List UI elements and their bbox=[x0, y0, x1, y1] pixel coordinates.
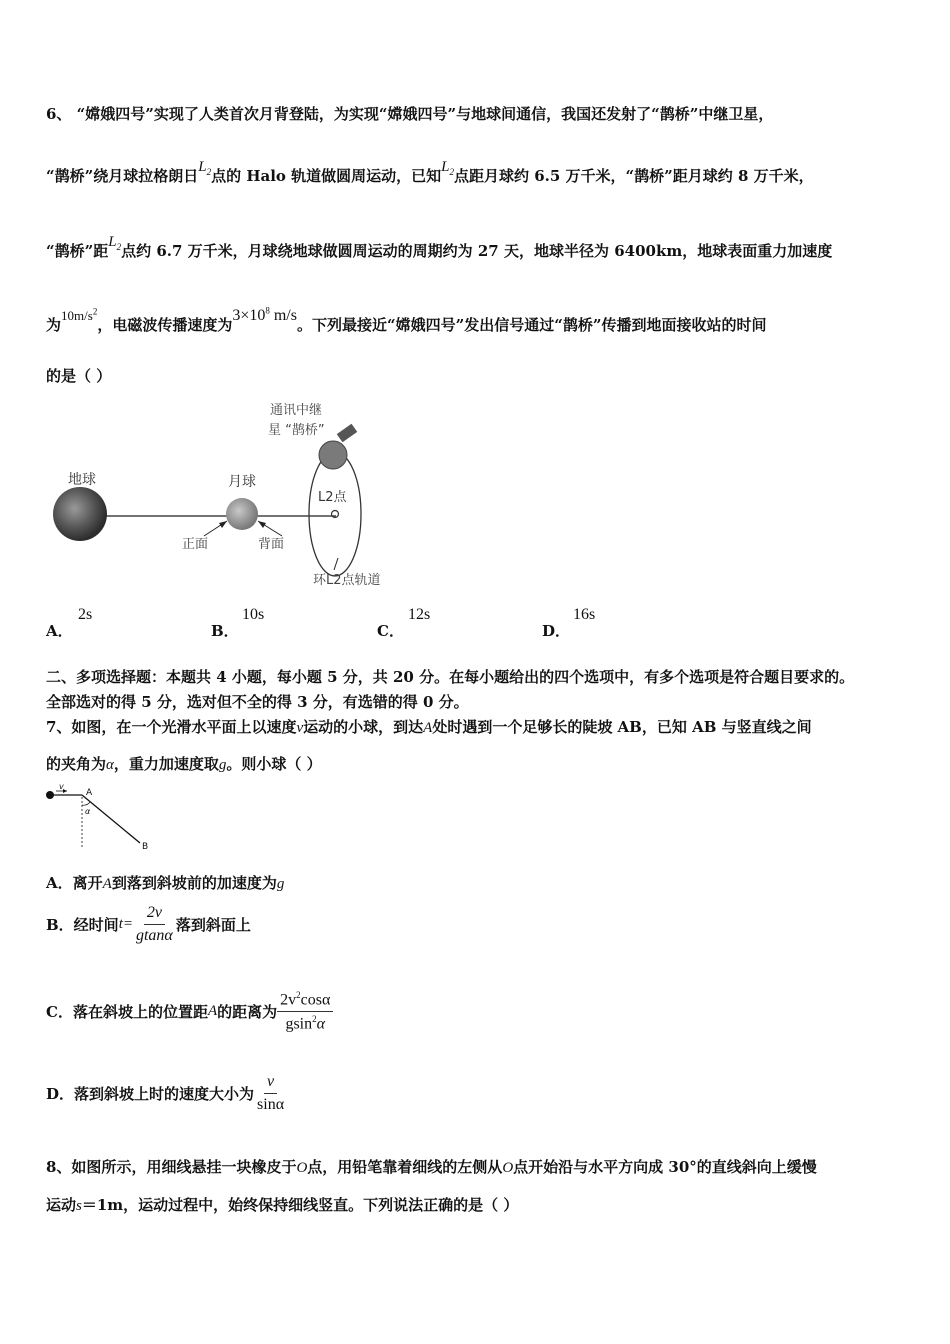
q7-line1: 7、如图，在一个光滑水平面上以速度v运动的小球，到达A处时遇到一个足够长的陡坡 AB，已知 AB 与竖直线之间 bbox=[46, 718, 812, 736]
earth-circle bbox=[53, 487, 107, 541]
svg-text:v: v bbox=[59, 783, 64, 791]
q6-line5: 的是（ ） bbox=[46, 367, 112, 385]
svg-text:B: B bbox=[142, 842, 149, 852]
l2-label: L2点 bbox=[318, 490, 347, 505]
svg-text:A: A bbox=[86, 788, 93, 798]
earth-label: 地球 bbox=[68, 472, 96, 488]
q7-option-a[interactable]: A．离开A到落到斜坡前的加速度为g bbox=[46, 874, 285, 892]
moon-label: 月球 bbox=[228, 474, 256, 490]
moon-circle bbox=[226, 498, 258, 530]
section2-heading-line2: 全部选对的得 5 分，选对但不全的得 3 分，有选错的得 0 分。 bbox=[46, 693, 469, 711]
front-label: 正面 bbox=[182, 537, 209, 552]
back-label: 背面 bbox=[258, 537, 285, 552]
q8-line1: 8、如图所示，用细线悬挂一块橡皮于O点，用铅笔靠着细线的左侧从O点开始沿与水平方向成 30°的直线斜向上缓慢 bbox=[46, 1158, 817, 1176]
section2-heading-line1: 二、多项选择题：本题共 4 小题，每小题 5 分，共 20 分。在每小题给出的四个选项中，有多个选项是符合题目要求的。 bbox=[46, 668, 855, 686]
earth-moon-relay-diagram bbox=[50, 398, 410, 590]
q6-line2: “鹊桥”绕月球拉格朗日$L_2$点的 Halo 轨道做圆周运动，已知$L_2$点距月球约 6.5 万千米，“鹊桥”距月球约 8 万千米， bbox=[46, 159, 814, 185]
q8-line2: 运动s＝1m，运动过程中，始终保持细线竖直。下列说法正确的是（ ） bbox=[46, 1196, 519, 1214]
slope-diagram bbox=[42, 783, 162, 853]
q6-option-c[interactable]: C． 12s bbox=[377, 606, 431, 640]
q6-option-d[interactable]: D． 16s bbox=[542, 606, 596, 640]
q6-option-b[interactable]: B． 10s bbox=[211, 606, 265, 640]
q6-option-a[interactable]: A． 2s bbox=[46, 606, 93, 640]
q7-option-b[interactable]: B．经时间 t= $\frac{2v}{gtan\alpha}$ 落到斜面上 bbox=[46, 904, 251, 944]
slope-ab bbox=[82, 795, 140, 843]
relay-satellite bbox=[319, 441, 347, 469]
relay-label-2: 星 “鹊桥” bbox=[268, 423, 325, 438]
svg-text:α: α bbox=[85, 807, 91, 816]
orbit-label: 环L2点轨道 bbox=[313, 573, 381, 588]
relay-label-1: 通讯中继 bbox=[270, 403, 323, 418]
q7-line2: 的夹角为α，重力加速度取g。则小球（ ） bbox=[46, 755, 322, 773]
q6-line3: “鹊桥”距$L_2$点约 6.7 万千米，月球绕地球做圆周运动的周期约为 27 天，地球半径为 6400km，地球表面重力加速度 bbox=[46, 234, 833, 260]
q7-option-d[interactable]: D．落到斜坡上时的速度大小为 $\frac{v}{\sin\alpha}$ bbox=[46, 1073, 285, 1113]
q7-option-c[interactable]: C．落在斜坡上的位置距 A 的距离为 $\frac{2v^2\cos\alpha}{gsin^2\alpha}$ bbox=[46, 990, 333, 1034]
q6-line1: 6、 “嫦娥四号”实现了人类首次月背登陆，为实现“嫦娥四号”与地球间通信，我国还发射了“鹊桥”中继卫星， bbox=[46, 105, 774, 123]
l2-orbit bbox=[309, 452, 361, 576]
q6-line4: 为$10m/s^2$，电磁波传播速度为$3\times 10^8$ m/s。下列最接近“嫦娥四号”发出信号通过“鹊桥”传播到地面接收站的时间 bbox=[46, 305, 767, 334]
